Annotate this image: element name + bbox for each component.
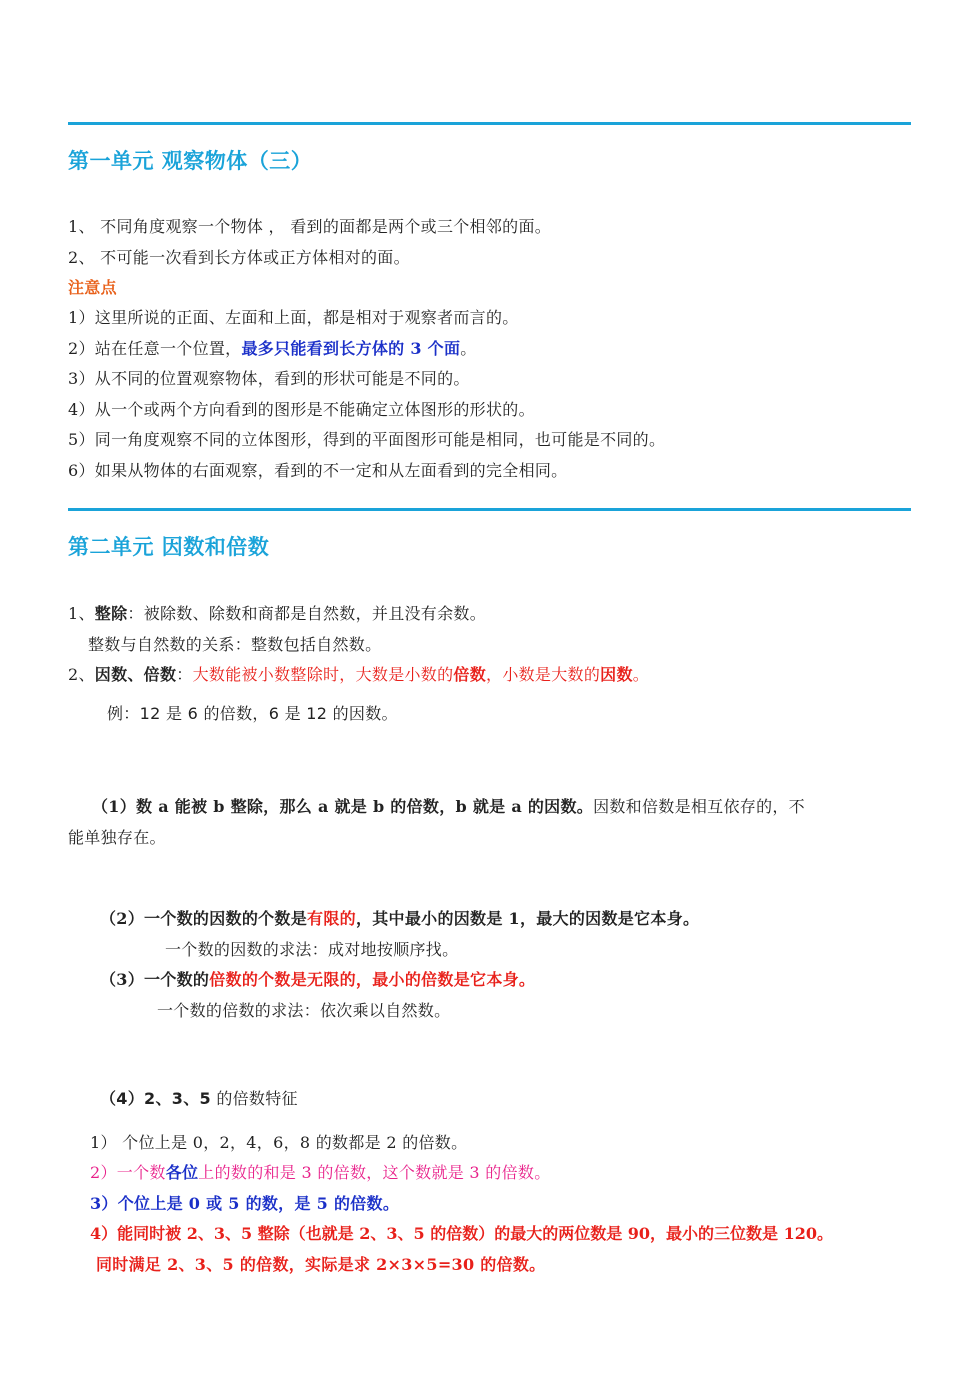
statement-2-finite: 有限的 bbox=[307, 909, 356, 928]
example: 例：12 是 6 的倍数，6 是 12 的因数。 bbox=[107, 704, 398, 723]
feature-2 bbox=[90, 1160, 551, 1183]
definition-1-text: ：被除数、除数和商都是自然数，并且没有余数。 bbox=[127, 604, 486, 623]
unit1-heading: 第一单元 观察物体（三） bbox=[68, 149, 313, 173]
section-divider-middle bbox=[68, 508, 911, 511]
feature-2-digits: 各位 bbox=[165, 1163, 199, 1182]
note-label: 注意点 bbox=[68, 278, 117, 297]
statement-1 bbox=[92, 794, 805, 817]
section-divider-top bbox=[68, 122, 911, 125]
definition-2-factor: 因数 bbox=[600, 665, 633, 684]
definition-1-number: 1、 bbox=[68, 604, 95, 623]
definition-1-term: 整除 bbox=[94, 604, 128, 623]
feature-2-a: 2）一个数 bbox=[90, 1163, 166, 1182]
definition-2-number: 2、 bbox=[68, 665, 95, 684]
note-5: 5）同一角度观察不同的立体图形，得到的平面图形可能是相同，也可能是不同的。 bbox=[68, 430, 666, 449]
statement-1-cont: 能单独存在。 bbox=[68, 828, 166, 847]
note-2-text: 2）站在任意一个位置， bbox=[68, 339, 242, 358]
note-2 bbox=[68, 336, 477, 359]
unit1-point-1: 1、 不同角度观察一个物体 ， 看到的面都是两个或三个相邻的面。 bbox=[68, 217, 552, 236]
statement-2-c: ，其中最小的因数是 1，最大的因数是它本身。 bbox=[355, 909, 700, 928]
statement-3-sub: 一个数的倍数的求法：依次乘以自然数。 bbox=[157, 1001, 451, 1020]
statement-3 bbox=[100, 967, 535, 990]
feature-2-c: 上的数的和是 3 的倍数，这个数就是 3 的倍数。 bbox=[198, 1163, 551, 1182]
definition-2-colon: ： bbox=[176, 665, 193, 684]
note-2-end: 。 bbox=[460, 339, 477, 358]
statement-1-bold: （1）数 a 能被 b 整除，那么 a 就是 b 的倍数，b 就是 a 的因数。 bbox=[92, 797, 594, 816]
unit1-point-2: 2、 不可能一次看到长方体或正方体相对的面。 bbox=[68, 248, 410, 267]
definition-2-a: 大数能被小数整除时，大数是小数的 bbox=[192, 665, 454, 684]
definition-1-sub: 整数与自然数的关系：整数包括自然数。 bbox=[88, 635, 382, 654]
definition-2-term: 因数、倍数 bbox=[94, 665, 177, 684]
note-6: 6）如果从物体的右面观察，看到的不一定和从左面看到的完全相同。 bbox=[68, 461, 568, 480]
note-2-highlight: 最多只能看到长方体的 3 个面 bbox=[241, 339, 461, 358]
statement-2 bbox=[100, 906, 699, 929]
definition-2-multiple: 倍数 bbox=[453, 665, 487, 684]
statement-4-text: 的倍数特征 bbox=[210, 1089, 298, 1108]
note-3: 3）从不同的位置观察物体，看到的形状可能是不同的。 bbox=[68, 369, 470, 388]
feature-1: 1） 个位上是 0，2，4，6，8 的数都是 2 的倍数。 bbox=[90, 1133, 468, 1152]
definition-2-c: ，小数是大数的 bbox=[486, 665, 601, 684]
statement-4-numbers: （4）2、3、5 bbox=[100, 1089, 211, 1108]
feature-3: 3）个位上是 0 或 5 的数，是 5 的倍数。 bbox=[90, 1194, 400, 1213]
statement-4-title bbox=[100, 1086, 298, 1109]
feature-5: 同时满足 2、3、5 的倍数，实际是求 2×3×5=30 的倍数。 bbox=[96, 1255, 546, 1274]
definition-2-end: 。 bbox=[632, 665, 650, 684]
statement-3-infinite: 倍数的个数是无限的，最小的倍数是它本身。 bbox=[209, 970, 536, 989]
statement-3-a: （3）一个数的 bbox=[100, 970, 210, 989]
statement-2-sub: 一个数的因数的求法：成对地按顺序找。 bbox=[165, 940, 459, 959]
statement-2-a: （2）一个数的因数的个数是 bbox=[100, 909, 308, 928]
definition-1 bbox=[68, 601, 486, 624]
statement-1-text: 因数和倍数是相互依存的，不 bbox=[593, 797, 805, 816]
note-4: 4）从一个或两个方向看到的图形是不能确定立体图形的形状的。 bbox=[68, 400, 535, 419]
note-1: 1）这里所说的正面、左面和上面，都是相对于观察者而言的。 bbox=[68, 308, 519, 327]
feature-4: 4）能同时被 2、3、5 整除（也就是 2、3、5 的倍数）的最大的两位数是 90，最小的三位数是 120。 bbox=[90, 1224, 834, 1243]
definition-2 bbox=[68, 662, 649, 685]
unit2-heading: 第二单元 因数和倍数 bbox=[68, 535, 270, 559]
